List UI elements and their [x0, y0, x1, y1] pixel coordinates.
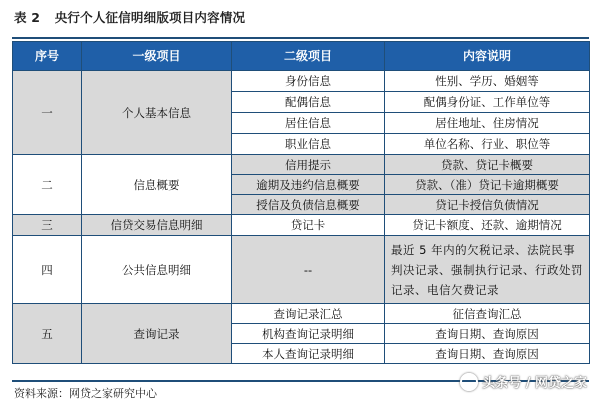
group-level1: 信贷交易信息明细: [82, 215, 232, 236]
group-no: 五: [13, 304, 82, 364]
table-row: [13, 155, 590, 175]
group-level1: 公共信息明细: [82, 236, 232, 304]
table-row: [13, 71, 590, 92]
header-level2: 二级项目: [232, 42, 385, 71]
watermark: [460, 372, 587, 391]
level2-cell: 机构查询记录明细: [232, 324, 385, 344]
group-level1: 个人基本信息: [82, 71, 232, 155]
group-no: 三: [13, 215, 82, 236]
table-row: [13, 236, 590, 304]
level2-cell: 信用提示: [232, 155, 385, 175]
group-no: 二: [13, 155, 82, 215]
header-row: [13, 42, 590, 71]
level2-cell: 身份信息: [232, 71, 385, 92]
top-rule: [12, 37, 589, 39]
table-caption: [14, 8, 245, 26]
group-level1: 查询记录: [82, 304, 232, 364]
credit-report-table: [12, 41, 590, 364]
desc-cell: 查询日期、查询原因: [385, 324, 590, 344]
table-row: [13, 215, 590, 236]
table-title: 央行个人征信明细版项目内容情况: [54, 10, 246, 25]
level2-cell: 职业信息: [232, 134, 385, 155]
group-level1: 信息概要: [82, 155, 232, 215]
watermark-logo-icon: [460, 373, 478, 391]
level2-cell: 查询记录汇总: [232, 304, 385, 324]
header-no: 序号: [13, 42, 82, 71]
desc-cell: 单位名称、行业、职位等: [385, 134, 590, 155]
table-row: [13, 304, 590, 324]
group-no: 四: [13, 236, 82, 304]
level2-cell: 贷记卡: [232, 215, 385, 236]
desc-cell: 贷记卡额度、还款、逾期情况: [385, 215, 590, 236]
desc-cell: 性别、学历、婚姻等: [385, 71, 590, 92]
level2-cell: 授信及负债信息概要: [232, 195, 385, 215]
watermark-text: 头条号 / 网贷之家: [482, 376, 587, 391]
desc-cell: 居住地址、住房情况: [385, 113, 590, 134]
header-level1: 一级项目: [82, 42, 232, 71]
desc-cell: 贷记卡授信负债情况: [385, 195, 590, 215]
level2-cell: --: [232, 236, 385, 304]
table-number: 表 2: [14, 10, 41, 25]
desc-cell: 最近 5 年内的欠税记录、法院民事判决记录、强制执行记录、行政处罚记录、电信欠费记录: [385, 236, 590, 304]
desc-cell: 贷款、贷记卡概要: [385, 155, 590, 175]
level2-cell: 逾期及违约信息概要: [232, 175, 385, 195]
desc-cell: 征信查询汇总: [385, 304, 590, 324]
group-no: 一: [13, 71, 82, 155]
source-note: 资料来源：网贷之家研究中心: [14, 387, 157, 400]
header-desc: 内容说明: [385, 42, 590, 71]
level2-cell: 本人查询记录明细: [232, 344, 385, 364]
level2-cell: 居住信息: [232, 113, 385, 134]
desc-cell: 配偶身份证、工作单位等: [385, 92, 590, 113]
desc-cell: 查询日期、查询原因: [385, 344, 590, 364]
desc-cell: 贷款、（准）贷记卡逾期概要: [385, 175, 590, 195]
level2-cell: 配偶信息: [232, 92, 385, 113]
